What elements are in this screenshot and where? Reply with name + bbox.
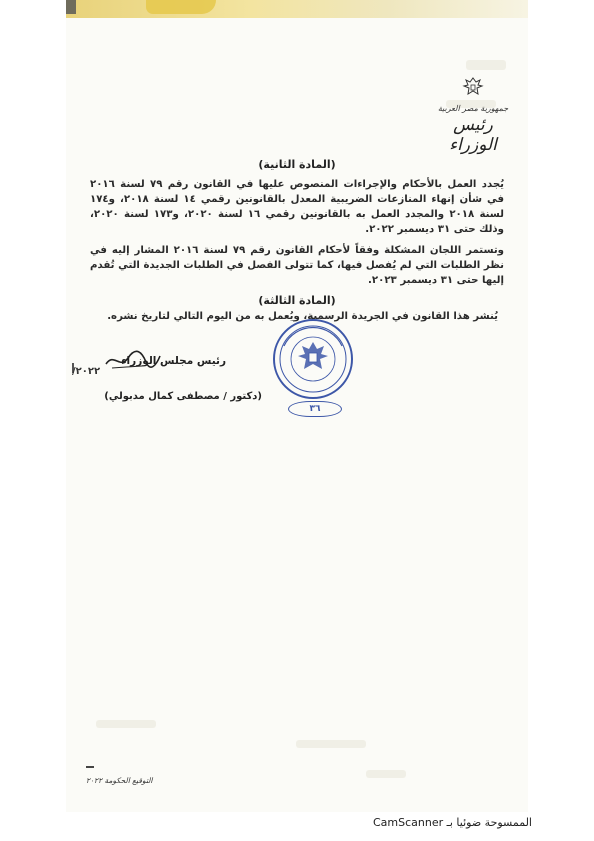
faint-artifact	[96, 720, 156, 728]
faint-artifact	[366, 770, 406, 778]
scanner-watermark	[373, 816, 532, 829]
scanner-brand: CamScanner	[372, 816, 444, 829]
seal-serial-number: ٣٦	[288, 401, 342, 417]
official-seal-stamp	[272, 318, 354, 400]
faint-artifact	[466, 60, 506, 70]
letterhead-office: رئيس الوزراء	[449, 115, 497, 155]
top-paper-stain	[66, 0, 528, 18]
footer-handwritten-note: التوقيع الحكومة ٢٠٢٢	[86, 776, 153, 785]
signature-area	[66, 318, 528, 428]
yellow-highlight-stain	[146, 0, 216, 14]
footer-dash	[86, 766, 94, 768]
faint-artifact	[296, 740, 366, 748]
article-2-paragraph-1: يُجدد العمل بالأحكام والإجراءات المنصوص عليها في القانون رقم ٧٩ لسنة ٢٠١٦ في شأن إنهاء المنازعات الضريبية المعدل بالقانونين رقمي ١٤ لسنة ٢٠١٨، و١٧٤ لسنة ٢٠١٨ والمجدد العمل به بالقانونين رقمي ١٦ لسنة ٢٠٢٠، و١٧٣ لسنة ٢٠٢٠، وذلك حتى ٣١ ديسمبر ٢٠٢٢.	[90, 179, 505, 235]
article-3-paragraph: يُنشر هذا القانون في الجريدة الرسمية، ويُعمل به من اليوم التالي لتاريخ نشره.	[107, 311, 498, 322]
document-body	[90, 158, 504, 326]
scanned-page	[66, 0, 528, 812]
article-2-heading: (المادة الثانية)	[258, 158, 336, 171]
article-3-heading: (المادة الثالثة)	[258, 294, 336, 307]
signatory-name: (دكتور / مصطفى كمال مدبولي)	[104, 391, 262, 402]
document-date: ٢٠٢٢/	[72, 366, 101, 377]
eagle-emblem-icon	[462, 76, 484, 98]
article-2-paragraph-2: وتستمر اللجان المشكلة وفقاً لأحكام القانون رقم ٧٩ لسنة ٢٠١٦ المشار إليه في نظر الطلبات التي لم يُفصل فيها، كما تتولى الفصل في الطلبات الجديدة التي تُقدم إليها حتى ٣١ ديسمبر ٢٠٢٣.	[90, 245, 504, 286]
dark-corner-shadow	[66, 0, 76, 14]
signatory-title: رئيس مجلس الوزراء	[121, 355, 226, 367]
scanner-credit-prefix: الممسوحة ضوئيا بـ	[446, 816, 532, 829]
letterhead	[428, 76, 518, 155]
letterhead-country: جمهورية مصر العربية	[437, 104, 509, 113]
